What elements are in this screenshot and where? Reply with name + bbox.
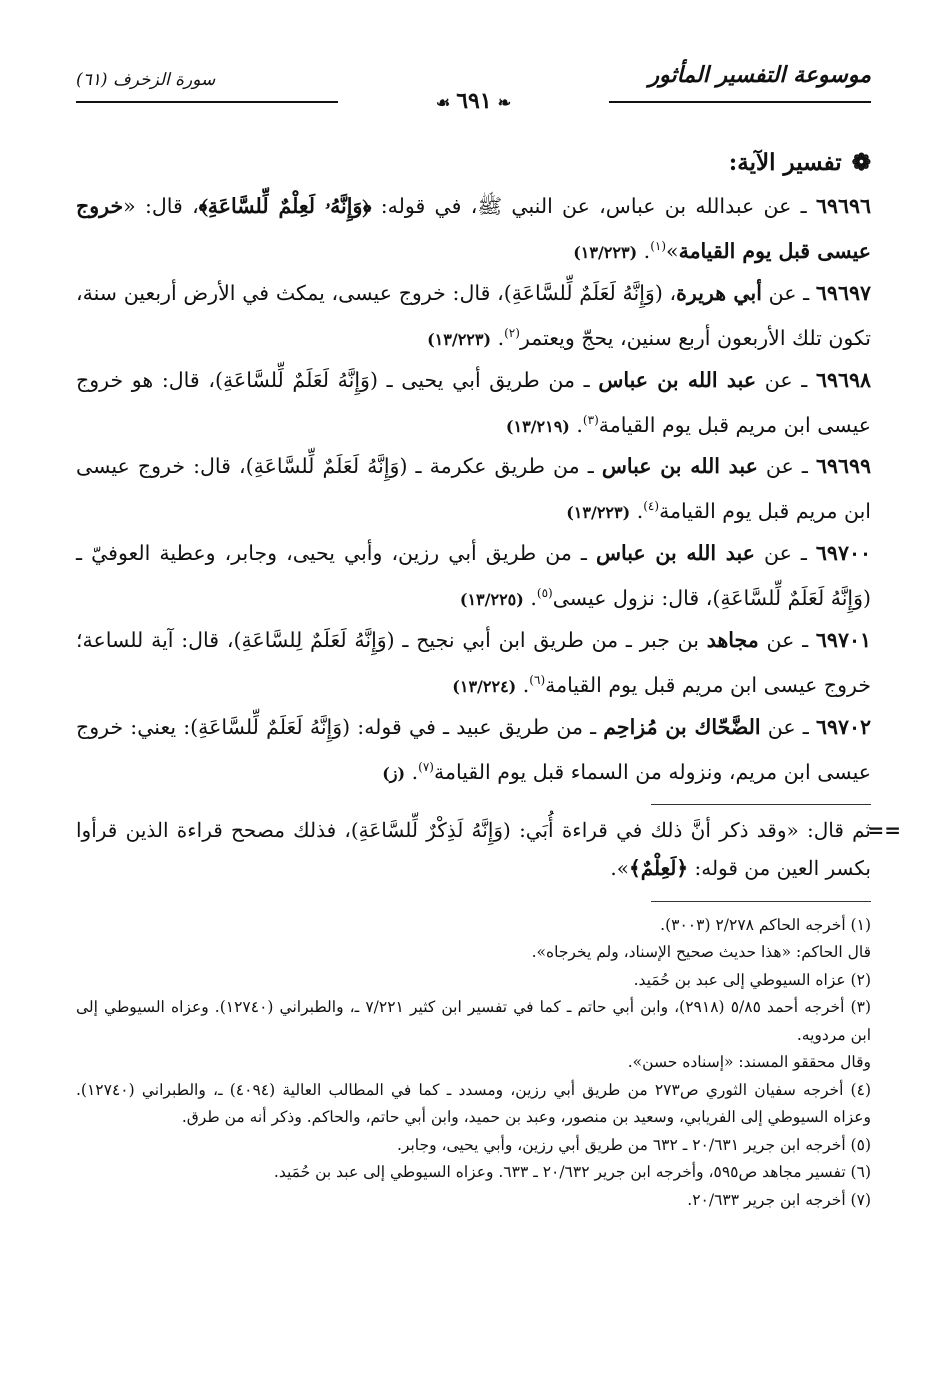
entry-number: ٦٩٧٠١ (815, 628, 871, 653)
entry-text: ـ من طريق عكرمة ـ (وَإِنَّهُ لَعَلَمٌ لِّلسَّاعَةِ)، قال: خروج عيسى ابن مريم قبل يوم القيامة (76, 454, 871, 524)
footnote: وقال محققو المسند: «إسناده حسن». (627, 1053, 871, 1072)
footnote-divider (651, 901, 871, 902)
continuation-mark: == (867, 817, 901, 842)
footnote-marker: (٢) (504, 325, 520, 340)
entry-text: . (637, 238, 651, 263)
narrator-name: أبي هريرة (676, 280, 762, 305)
entry-text: ، (وَإِنَّهُ لَعَلَمٌ لِّلسَّاعَةِ)، قال: خروج عيسى، يمكث في الأرض أربعين سنة، تكون تلك الأربعون أربع سنين، يحجّ ويعتمر (76, 280, 871, 350)
entry-text: . (569, 412, 583, 437)
footnote: (٣) أخرجه أحمد ٥/٨٥ (٢٩١٨)، وابن أبي حاتم ـ كما في تفسير ابن كثير ٧/٢٢١ ـ، والطبراني (١٢٧٤٠). وعزاه السيوطي إلى ابن مردويه. (76, 998, 871, 1044)
entry-number: ٦٩٧٠٢ (815, 714, 871, 739)
entry-number: ٦٩٦٩٩ (815, 454, 871, 479)
entry-text: بن جبر ـ من طريق ابن أبي نجيح ـ (وَإِنَّهُ لَعَلَمٌ لِلسَّاعَةِ)، قال: آية للساعة؛ خروج عيسى ابن مريم قبل يوم القيامة (76, 628, 871, 697)
continuation-note (76, 811, 901, 887)
ornament-icon: ☙ (435, 93, 451, 112)
quran-quote: ﴿لَعِلْمٌ﴾ (629, 855, 689, 880)
header-rule-left (76, 101, 338, 103)
footnote-marker: (٣) (582, 412, 599, 427)
entry-69698 (76, 360, 871, 447)
footnote: (٤) أخرجه سفيان الثوري ص٢٧٣ من طريق أبي رزين، ومسدد ـ كما في المطالب العالية (٤٠٩٤) ـ، والطبراني (١٢٧٤٠). وعزاه السيوطي إلى الفريابي، وسعيد بن منصور، وعبد بن حميد، وابن أبي حاتم، والحاكم. وذكر أنه من طرق. (76, 1080, 871, 1127)
volume-reference: (١٣/٢٢٣) (573, 242, 638, 262)
entry-text: . (516, 672, 530, 697)
volume-reference: (١٣/٢١٩) (505, 416, 570, 436)
footnote-marker: (٤) (643, 499, 660, 514)
entries (76, 186, 871, 794)
narrator-name: عبد الله بن عباس (595, 541, 755, 566)
section-heading (76, 146, 871, 180)
entry-number: ٦٩٧٠٠ (815, 541, 871, 566)
page-number-value: ٦٩١ (456, 88, 492, 114)
entry-text: » (666, 238, 679, 263)
surah-name: سورة الزخرف (٦١) (76, 70, 216, 90)
section-heading-text: تفسير الآية: (728, 149, 842, 176)
entry-text: . (630, 499, 644, 524)
narrator-name: الضَّحّاك بن مُزاحِم (603, 714, 761, 739)
entry-69697 (76, 273, 871, 360)
entry-text: ـ عن (754, 541, 816, 566)
entry-69700 (76, 533, 871, 620)
entry-text: ـ عن عبدالله بن عباس، عن النبي ﷺ، في قوله: (371, 194, 816, 218)
continuation-text: ثم قال: «وقد ذكر أنَّ ذلك في قراءة أُبَي: (وَإِنَّهُ لَذِكْرٌ لِّلسَّاعَةِ)، فذلك مصحح قراءة الذين قرأوا بكسر العين من قوله: (76, 817, 871, 880)
entry-text: ـ عن (761, 280, 816, 305)
ornament-icon: ❧ (497, 93, 512, 112)
footnote-marker: (٧) (418, 759, 434, 774)
page-number (430, 88, 517, 114)
entry-69702 (76, 707, 871, 794)
continuation-end: ». (610, 855, 629, 880)
volume-reference: (ز) (382, 763, 406, 783)
entry-text: ـ من طريق أبي رزين، وأبي يحيى، وجابر، وعطية العوفيّ ـ (وَإِنَّهُ لَعَلَمٌ لِّلسَّاعَةِ)، قال: نزول عيسى (76, 541, 871, 611)
footnote-marker: (٥) (536, 586, 553, 601)
entry-text: ـ عن (760, 714, 816, 739)
footnote: قال الحاكم: «هذا حديث صحيح الإسناد، ولم يخرجاه». (531, 943, 871, 962)
entry-text: . (523, 586, 537, 611)
book-title: موسوعة التفسير المأثور (648, 62, 871, 88)
entry-69701 (76, 620, 871, 707)
body-divider (651, 804, 871, 805)
flower-ornament-icon: ❁ (851, 149, 871, 176)
footnote: (٧) أخرجه ابن جرير ٢٠/٦٣٣. (687, 1190, 871, 1209)
header-rule-right (609, 101, 871, 103)
quran-quote: ﴿وَإِنَّهُۥ لَعِلْمٌ لِّلسَّاعَةِ﴾ (198, 194, 372, 218)
page-header (76, 48, 871, 118)
entry-text: . (405, 759, 419, 784)
narrator-name: مجاهد (706, 628, 759, 653)
entry-number: ٦٩٦٩٨ (815, 367, 871, 392)
entry-number: ٦٩٦٩٦ (815, 194, 871, 218)
entry-69699 (76, 446, 871, 533)
footnote-marker: (٦) (529, 673, 546, 688)
entry-text: ـ عن (758, 628, 816, 653)
narrator-name: عبد الله بن عباس (598, 367, 757, 392)
entry-69696 (76, 186, 871, 273)
volume-reference: (١٣/٢٢٥) (459, 590, 524, 610)
volume-reference: (١٣/٢٢٤) (452, 676, 517, 696)
volume-reference: (١٣/٢٢٣) (566, 503, 631, 523)
footnote-marker: (١) (650, 239, 667, 253)
footnotes (76, 912, 871, 1215)
entry-text: ـ عن (757, 454, 816, 479)
entry-text: ، قال: « (123, 194, 199, 218)
entry-text: ـ عن (756, 367, 816, 392)
entry-text: ـ من طريق أبي يحيى ـ (وَإِنَّهُ لَعَلَمٌ لِّلسَّاعَةِ)، قال: هو خروج عيسى ابن مريم قبل يوم القيامة (76, 367, 871, 437)
entry-text: . (491, 325, 505, 350)
entry-text: ـ من طريق عبيد ـ في قوله: (وَإِنَّهُ لَعَلَمٌ لِّلسَّاعَةِ): يعني: خروج عيسى ابن مريم، ونزوله من السماء قبل يوم القيامة (76, 714, 871, 784)
footnote: (٥) أخرجه ابن جرير ٢٠/٦٣١ ـ ٦٣٢ من طريق أبي رزين، وأبي يحيى، وجابر. (396, 1135, 871, 1154)
volume-reference: (١٣/٢٢٣) (427, 329, 492, 349)
narrator-name: عبد الله بن عباس (601, 454, 758, 479)
entry-number: ٦٩٦٩٧ (815, 280, 871, 305)
footnote: (٦) تفسير مجاهد ص٥٩٥، وأخرجه ابن جرير ٢٠/٦٣٢ ـ ٦٣٣. وعزاه السيوطي إلى عبد بن حُمَيد. (273, 1163, 871, 1182)
footnote: (١) أخرجه الحاكم ٢/٢٧٨ (٣٠٠٣). (660, 915, 871, 934)
hadith-text: خروج عيسى قبل يوم القيامة (76, 194, 871, 263)
footnote: (٢) عزاه السيوطي إلى عبد بن حُمَيد. (633, 970, 871, 989)
